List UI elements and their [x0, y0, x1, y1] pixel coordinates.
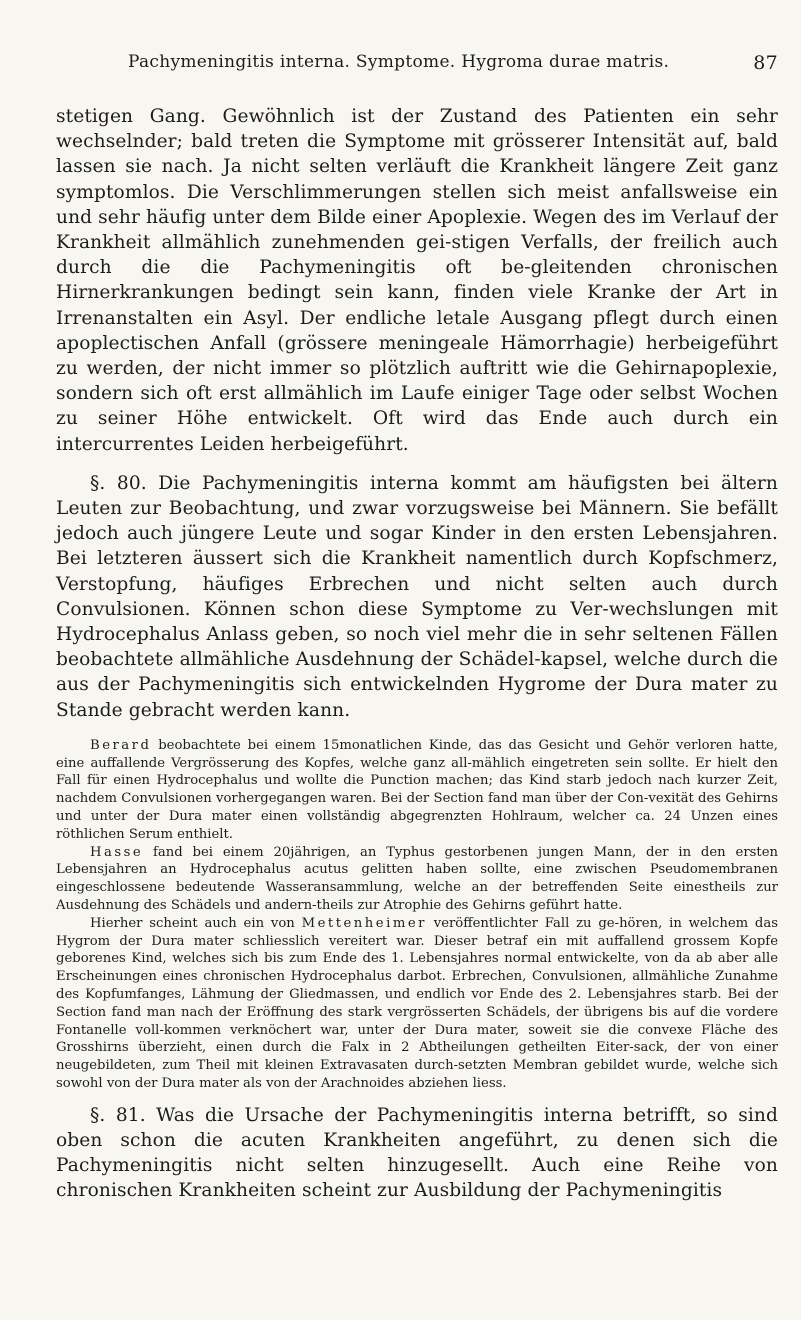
case-intro: Hierher scheint auch ein von [90, 915, 302, 931]
case-text: beobachtete bei einem 15monatlichen Kinde, das das Gesicht und Gehör verloren hatte, eine auffallende Vergrösserung des Kopfes, welche ganz all-mählich eingetreten sein sollte. Er hielt den Fall für einen Hydrocephalus und wollte die Punction machen; das Kind starb jedoch nach kurzer Zeit, nachdem Convulsionen vorhergegangen waren. Bei der Section fand man über der Con-vexität des Gehirns und unter der Dura mater einen vollständig abgegrenzten Hohlraum, welcher ca. 24 Unzen eines röthlichen Serum enthielt. [56, 737, 778, 842]
case-text: fand bei einem 20jährigen, an Typhus gestorbenen jungen Mann, der in den ersten Lebensjahren an Hydrocephalus acutus gelitten haben sollte, eine zwischen Pseudomembranen eingeschlossene bedeutende Wasseransammlung, welche an der betreffenden Seite einestheils zur Ausdehnung des Schädels und andern-theils zur Atrophie des Gehirns geführt hatte. [56, 844, 778, 914]
page-body [56, 104, 778, 1204]
page-number: 87 [753, 52, 778, 74]
paragraph-section-80: §. 80. Die Pachymeningitis interna kommt am häufigsten bei ältern Leuten zur Beobachtung, und zwar vorzugsweise bei Männern. Sie befällt jedoch auch jüngere Leute und sogar Kinder in den ersten Lebensjahren. Bei letzteren äussert sich die Krankheit namentlich durch Kopfschmerz, Verstopfung, häufiges Erbrechen und nicht selten auch durch Convulsionen. Können schon diese Symptome zu Ver-wechslungen mit Hydrocephalus Anlass geben, so noch viel mehr die in sehr seltenen Fällen beobachtete allmähliche Ausdehnung der Schädel-kapsel, welche durch die aus der Pachymeningitis sich entwickelnden Hygrome der Dura mater zu Stande gebracht werden kann. [56, 472, 778, 721]
paragraph-continuation: stetigen Gang. Gewöhnlich ist der Zustand des Patienten ein sehr wechselnder; bald treten die Symptome mit grösserer Intensität auf, bald lassen sie nach. Ja nicht selten verläuft die Krankheit längere Zeit ganz symptomlos. Die Verschlimmerungen stellen sich meist anfallsweise ein und sehr häufig unter dem Bilde einer Apoplexie. Wegen des im Verlauf der Krankheit allmählich zunehmenden gei-stigen Verfalls, der freilich auch durch die die Pachymeningitis oft be-gleitenden chronischen Hirnerkrankungen bedingt sein kann, finden viele Kranke der Art in Irrenanstalten ein Asyl. Der endliche letale Ausgang pflegt durch einen apoplectischen Anfall (grössere meningeale Hämorrhagie) herbeigeführt zu werden, der nicht immer so plötzlich auftritt wie die Gehirnapoplexie, sondern sich oft erst allmählich im Laufe einiger Tage oder selbst Wochen zu seiner Höhe entwickelt. Oft wird das Ende auch durch ein intercurrentes Leiden herbeigeführt. [56, 106, 778, 455]
case-report-hasse [56, 844, 778, 915]
paragraph-section-81: §. 81. Was die Ursache der Pachymeningitis interna betrifft, so sind oben schon die acuten Krankheiten angeführt, zu denen sich die Pachymeningitis nicht selten hinzugesellt. Auch eine Reihe von chronischen Krankheiten scheint zur Ausbildung der Pachymeningitis [56, 1104, 778, 1202]
author-name: Mettenheimer [301, 915, 427, 931]
case-report-berard [56, 737, 778, 844]
running-title: Pachymeningitis interna. Symptome. Hygroma durae matris. [128, 52, 670, 72]
author-name: Berard [90, 737, 152, 753]
case-report-mettenheimer [56, 915, 778, 1093]
author-name: Hasse [90, 844, 144, 860]
case-text: veröffentlichter Fall zu ge-hören, in welchem das Hygrom der Dura mater schliesslich vereitert war. Dieser betraf ein mit auffallend grossem Kopfe geborenes Kind, welches sich bis zum Ende des 1. Lebensjahres normal entwickelte, von da ab aber alle Erscheinungen eines chronischen Hydrocephalus darbot. Erbrechen, Convulsionen, allmähliche Zunahme des Kopfumfanges, Lähmung der Gliedmassen, und endlich vor Ende des 2. Lebensjahres starb. Bei der Section fand man nach der Eröffnung des stark vergrösserten Schädels, der übrigens bis auf die vordere Fontanelle voll-kommen verknöchert war, unter der Dura mater, soweit sie die convexe Fläche des Grosshirns überzieht, einen durch die Falx in 2 Abtheilungen getheilten Eiter-sack, der von einer neugebildeten, zum Theil mit kleinen Extravasaten durch-setzten Membran gebildet wurde, welche sich sowohl von der Dura mater als von der Arachnoides abziehen liess. [56, 915, 779, 1092]
running-header [56, 52, 778, 82]
book-page [56, 52, 778, 1204]
